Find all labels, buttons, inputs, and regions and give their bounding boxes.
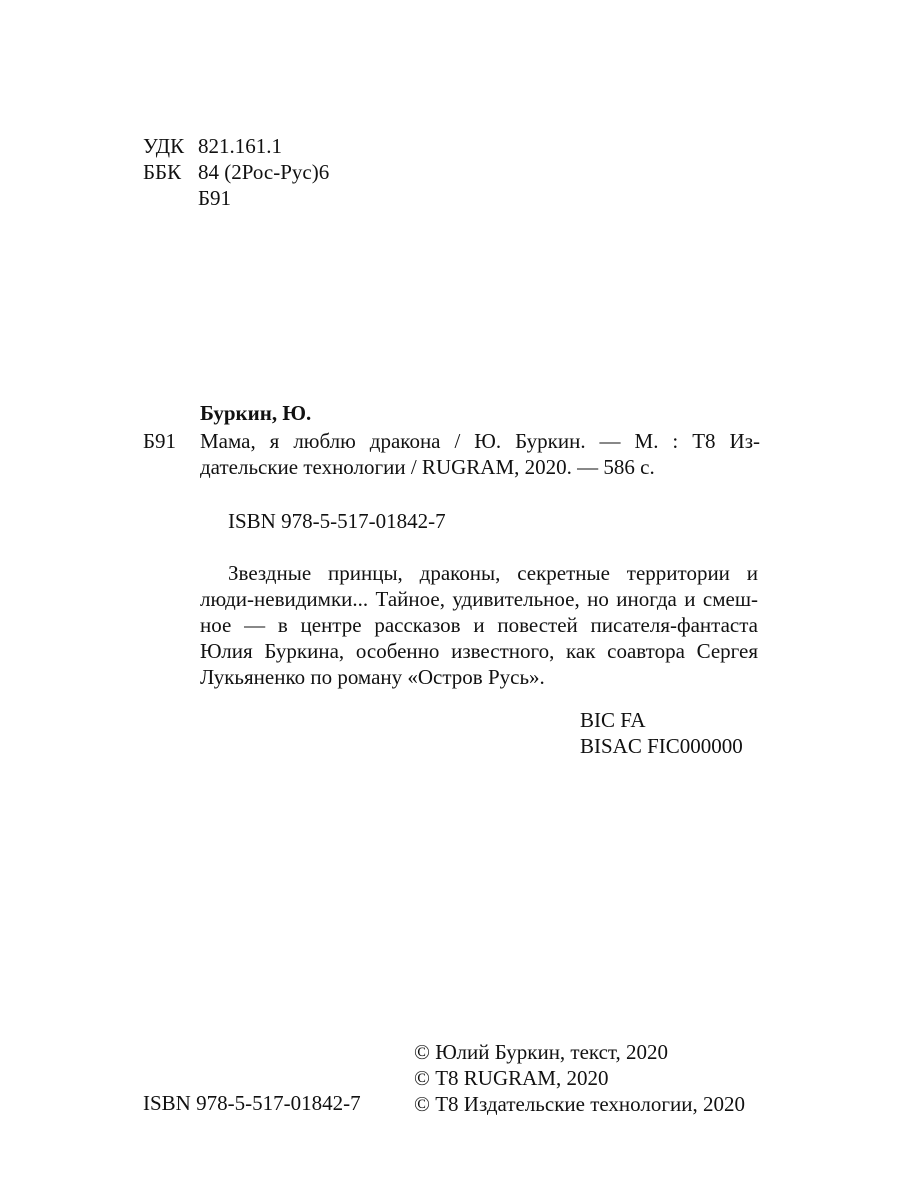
- annotation-line: Звездные принцы, драконы, секретные территории и: [228, 561, 758, 585]
- copyright-line: © Т8 RUGRAM, 2020: [414, 1066, 609, 1090]
- annotation-line: люди-невидимки... Тайное, удивительное, но иногда и смеш-: [200, 587, 758, 611]
- annotation: [200, 560, 758, 690]
- bic-code: BIC FA: [580, 708, 646, 732]
- author-mark-row: [143, 185, 329, 211]
- udk-label: УДК: [143, 134, 185, 158]
- annotation-line: Юлия Буркина, особенно известного, как соавтора Сергея: [200, 639, 758, 663]
- annotation-line: ное — в центре рассказов и повестей писателя-фантаста: [200, 613, 758, 637]
- bbk-label: ББК: [143, 160, 182, 184]
- author-mark: Б91: [198, 186, 232, 210]
- copyright-block: [414, 1039, 745, 1117]
- bib-line: дательские технологии / RUGRAM, 2020. — 586 с.: [200, 455, 655, 479]
- isbn-main: ISBN 978-5-517-01842-7: [228, 509, 446, 533]
- isbn-footer: ISBN 978-5-517-01842-7: [143, 1091, 361, 1115]
- udk-value: 821.161.1: [198, 134, 282, 158]
- bibliographic-description: [200, 428, 760, 480]
- bbk-value: 84 (2Рос-Рус)6: [198, 160, 330, 184]
- bbk-row: [143, 159, 329, 185]
- copyright-line: © Юлий Буркин, текст, 2020: [414, 1040, 669, 1064]
- subject-codes: [580, 707, 743, 759]
- annotation-line: Лукьяненко по роману «Остров Русь».: [200, 665, 545, 689]
- bib-line: Мама, я люблю дракона / Ю. Буркин. — М. : Т8 Из-: [200, 429, 760, 453]
- author-heading: Буркин, Ю.: [200, 401, 312, 425]
- author-mark-side: Б91: [143, 429, 177, 453]
- udk-row: [143, 133, 329, 159]
- copyright-line: © Т8 Издательские технологии, 2020: [414, 1092, 745, 1116]
- classification-codes: [143, 133, 329, 211]
- bisac-code: BISAC FIC000000: [580, 734, 743, 758]
